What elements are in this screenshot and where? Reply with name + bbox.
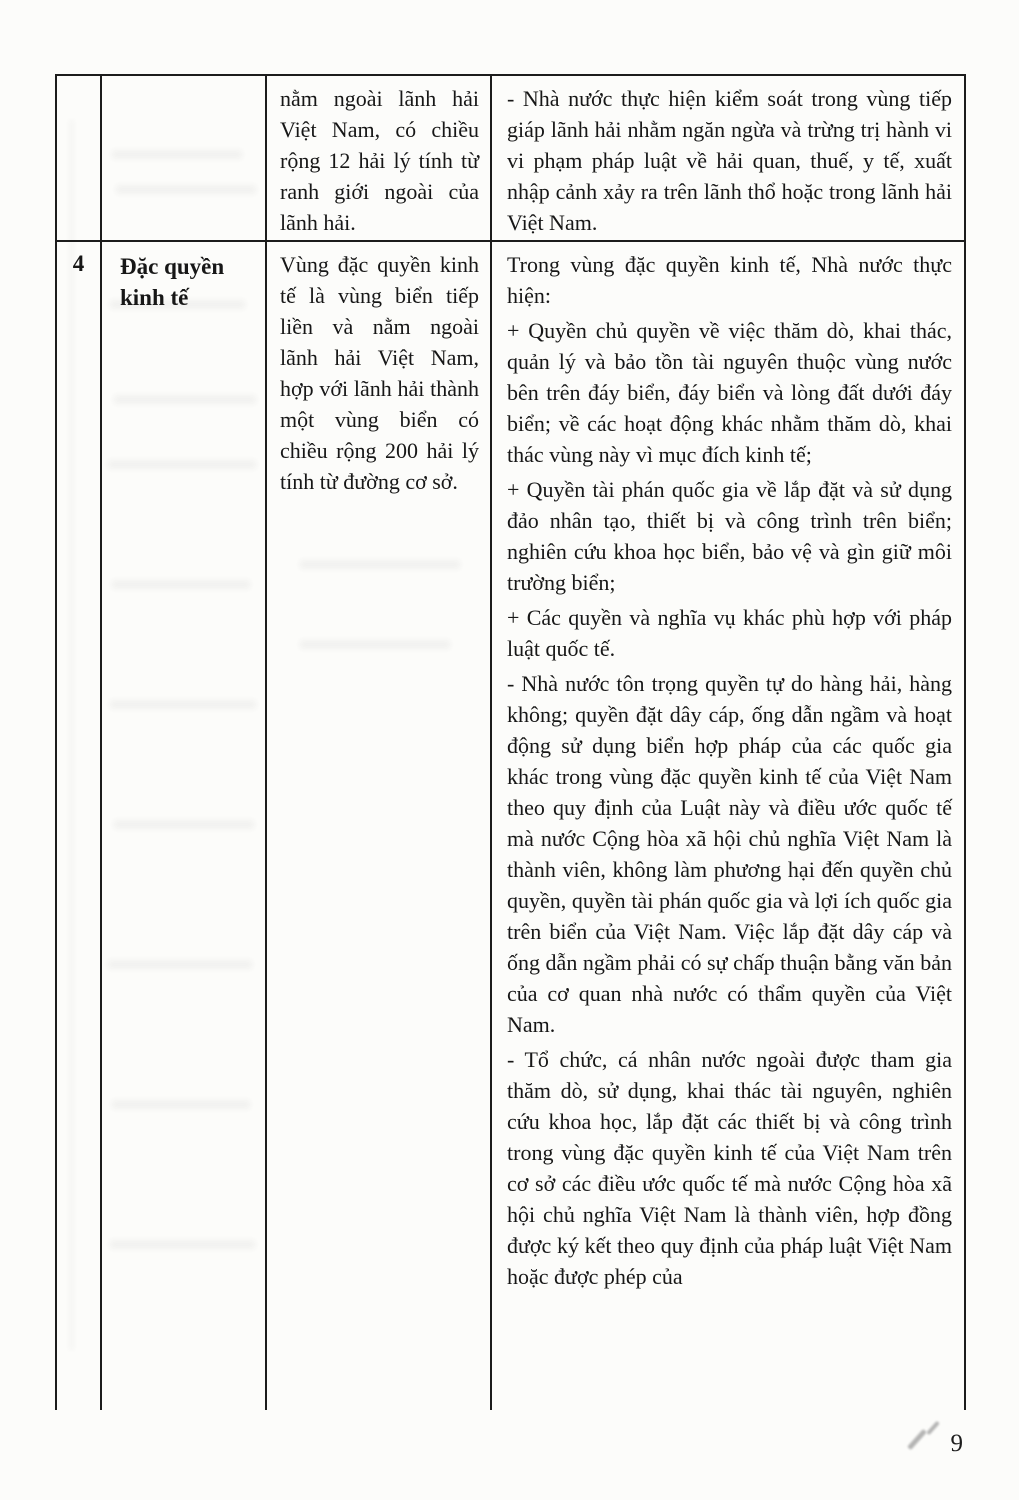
eez-provision-jurisdiction: + Quyền tài phán quốc gia về lắp đặt và sử dụng đảo nhân tạo, thiết bị và công trình trên biển; nghiên cứu khoa học biển, bảo vệ và gìn giữ môi trường biển; (507, 477, 952, 595)
maritime-zones-table (55, 74, 966, 1410)
eez-definition-text: Vùng đặc quyền kinh tế là vùng biển tiếp liền và nằm ngoài lãnh hải Việt Nam, hợp với lãnh hải thành một vùng biển có chiều rộng 200 hải lý tính từ đường cơ sở. (280, 252, 479, 494)
row-number: 4 (72, 251, 85, 276)
contiguous-zone-provisions-text: - Nhà nước thực hiện kiểm soát trong vùng tiếp giáp lãnh hải nhằm ngăn ngừa và trừng trị hành vi vi phạm pháp luật về hải quan, thuế, y tế, xuất nhập cảnh xảy ra trên lãnh thổ hoặc trong lãnh hải Việt Nam. (507, 86, 952, 235)
table-cell-number-empty (57, 76, 102, 242)
eez-provisions-intro: Trong vùng đặc quyền kinh tế, Nhà nước thực hiện: (507, 252, 952, 308)
pencil-mark (926, 1421, 940, 1436)
table-cell-term-empty (102, 76, 267, 242)
pencil-mark (907, 1429, 927, 1450)
table-cell-row-number (57, 242, 102, 1410)
page-number: 9 (950, 1430, 963, 1457)
eez-provision-other-rights: + Các quyền và nghĩa vụ khác phù hợp với pháp luật quốc tế. (507, 605, 952, 661)
table-cell-eez-term (102, 242, 267, 1410)
contiguous-zone-definition-text: nằm ngoài lãnh hải Việt Nam, có chiều rộng 12 hải lý tính từ ranh giới ngoài của lãnh hải. (280, 86, 479, 235)
table-cell-contiguous-zone-definition (267, 76, 492, 242)
eez-provision-freedoms: - Nhà nước tôn trọng quyền tự do hàng hải, hàng không; quyền đặt dây cáp, ống dẫn ngầm và hoạt động sử dụng biển hợp pháp của các quốc gia khác trong vùng đặc quyền kinh tế của Việt Nam theo quy định của Luật này và điều ước quốc tế mà nước Cộng hòa xã hội chủ nghĩa Việt Nam là thành viên, không làm phương hại đến quyền chủ quyền, quyền tài phán quốc gia và lợi ích quốc gia trên biển của Việt Nam. Việc lắp đặt dây cáp và ống dẫn ngầm phải có sự chấp thuận bằng văn bản của cơ quan nhà nước có thẩm quyền của Việt Nam. (507, 671, 952, 1037)
eez-provision-sovereign-rights: + Quyền chủ quyền về việc thăm dò, khai thác, quản lý và bảo tồn tài nguyên thuộc vùng nước bên trên đáy biển, đáy biển và lòng đất dưới đáy biển; về các hoạt động khác nhằm thăm dò, khai thác vùng này vì mục đích kinh tế; (507, 318, 952, 467)
eez-provision-foreign-entities: - Tổ chức, cá nhân nước ngoài được tham gia thăm dò, sử dụng, khai thác tài nguyên, nghiên cứu khoa học, lắp đặt các thiết bị và công trình trong vùng đặc quyền kinh tế của Việt Nam trên cơ sở các điều ước quốc tế mà nước Cộng hòa xã hội chủ nghĩa Việt Nam là thành viên, hợp đồng được ký kết theo quy định của pháp luật Việt Nam hoặc được phép của (507, 1047, 952, 1289)
table-cell-eez-provisions (492, 242, 964, 1410)
table-cell-contiguous-zone-provisions (492, 76, 964, 242)
table-cell-eez-definition (267, 242, 492, 1410)
eez-term-label: Đặc quyền kinh tế (120, 254, 225, 310)
